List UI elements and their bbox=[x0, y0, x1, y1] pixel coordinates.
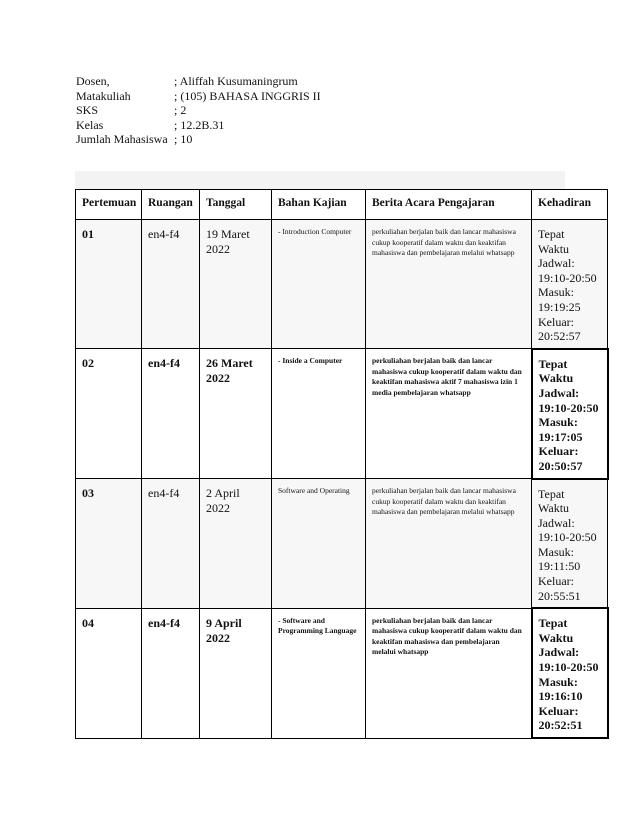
kehadiran-line: 19:10-20:50 bbox=[538, 660, 599, 675]
kehadiran-line: 19:16:10 bbox=[538, 689, 583, 704]
kehadiran-line: Waktu bbox=[538, 241, 570, 256]
cell-kehadiran bbox=[532, 608, 608, 738]
kehadiran-line: 20:52:51 bbox=[538, 718, 583, 733]
cell-berita-acara: perkuliahan berjalan baik dan lancar mahasiswa cukup kooperatif dalam waktu dan keaktifan mahasiswa dan pembelajaran melalui whatsapp bbox=[366, 608, 532, 738]
cell-ruangan: en4-f4 bbox=[142, 608, 200, 738]
kehadiran-line: Masuk: bbox=[538, 285, 574, 300]
info-value: ; Aliffah Kusumaningrum bbox=[174, 74, 298, 88]
cell-tanggal: 19 Maret 2022 bbox=[200, 220, 272, 349]
cell-tanggal: 26 Maret 2022 bbox=[200, 349, 272, 479]
kehadiran-line: 19:19:25 bbox=[538, 299, 581, 314]
kehadiran-line: Keluar: bbox=[538, 314, 574, 329]
table-row bbox=[76, 479, 608, 609]
kehadiran-line: Waktu bbox=[538, 501, 570, 516]
info-label: Matakuliah bbox=[76, 88, 131, 103]
cell-bahan-kajian: Software and Operating bbox=[272, 479, 366, 609]
table-row bbox=[76, 220, 608, 349]
header-shade bbox=[75, 171, 565, 189]
kehadiran-line: Masuk: bbox=[538, 544, 574, 559]
info-label: Dosen, bbox=[76, 74, 110, 88]
cell-bahan-kajian: - Software and Programming Language bbox=[272, 608, 366, 738]
cell-kehadiran bbox=[532, 349, 608, 479]
table-row bbox=[76, 349, 608, 479]
cell-tanggal: 9 April 2022 bbox=[200, 608, 272, 738]
kehadiran-line: Jadwal: bbox=[538, 645, 580, 660]
kehadiran-line: 19:11:50 bbox=[538, 559, 581, 574]
info-label: Jumlah Mahasiswa bbox=[76, 132, 168, 147]
cell-pertemuan: 04 bbox=[76, 608, 142, 738]
info-value: ; 12.2B.31 bbox=[174, 117, 225, 132]
kehadiran-line: 19:17:05 bbox=[538, 429, 583, 444]
kehadiran-line: Tepat bbox=[538, 616, 568, 631]
kehadiran-line: Masuk: bbox=[538, 674, 578, 689]
kehadiran-line: 19:10-20:50 bbox=[538, 270, 597, 285]
kehadiran-line: Jadwal: bbox=[538, 385, 580, 400]
kehadiran-line: Jadwal: bbox=[538, 256, 575, 271]
kehadiran-line: Tepat bbox=[538, 486, 565, 501]
info-value: ; 10 bbox=[174, 132, 193, 147]
cell-berita-acara: perkuliahan berjalan baik dan lancar mahasiswa cukup kooperatif dalam waktu dan keaktifan mahasiswa dan pembelajaran melalui whatsapp bbox=[366, 220, 532, 349]
cell-ruangan: en4-f4 bbox=[142, 220, 200, 349]
kehadiran-line: Keluar: bbox=[538, 444, 579, 459]
kehadiran-line: Keluar: bbox=[538, 574, 574, 589]
header-berita-acara: Berita Acara Pengajaran bbox=[366, 190, 532, 220]
header-bahan-kajian: Bahan Kajian bbox=[272, 190, 366, 220]
header-kehadiran: Kehadiran bbox=[532, 190, 608, 220]
cell-ruangan: en4-f4 bbox=[142, 479, 200, 609]
kehadiran-line: 19:10-20:50 bbox=[538, 400, 599, 415]
kehadiran-line: Tepat bbox=[538, 356, 568, 371]
table-row bbox=[76, 608, 608, 738]
course-info bbox=[76, 74, 321, 147]
kehadiran-line: Waktu bbox=[538, 371, 574, 386]
kehadiran-line: 19:10-20:50 bbox=[538, 530, 597, 545]
cell-pertemuan: 01 bbox=[76, 220, 142, 349]
kehadiran-line: Waktu bbox=[538, 630, 574, 645]
cell-pertemuan: 03 bbox=[76, 479, 142, 609]
cell-bahan-kajian: - Inside a Computer bbox=[272, 349, 366, 479]
table-header-row bbox=[76, 190, 608, 220]
info-kelas bbox=[76, 118, 321, 133]
attendance-table bbox=[75, 189, 609, 739]
header-tanggal: Tanggal bbox=[200, 190, 272, 220]
kehadiran-line: Tepat bbox=[538, 227, 565, 241]
info-sks bbox=[76, 103, 321, 118]
cell-berita-acara: perkuliahan berjalan baik dan lancar mahasiswa cukup kooperatif dalam waktu dan keaktifan mahasiswa dan pembelajaran melalui whatsapp bbox=[366, 479, 532, 609]
cell-tanggal: 2 April 2022 bbox=[200, 479, 272, 609]
info-dosen bbox=[76, 74, 321, 89]
cell-bahan-kajian: - Introduction Computer bbox=[272, 220, 366, 349]
header-ruangan: Ruangan bbox=[142, 190, 200, 220]
info-label: SKS bbox=[76, 103, 99, 118]
info-label: Kelas bbox=[76, 117, 104, 132]
kehadiran-line: 20:50:57 bbox=[538, 458, 583, 473]
cell-ruangan: en4-f4 bbox=[142, 349, 200, 479]
kehadiran-line: Masuk: bbox=[538, 415, 578, 430]
info-matakuliah bbox=[76, 89, 321, 104]
kehadiran-line: 20:52:57 bbox=[538, 329, 581, 344]
info-value: ; 2 bbox=[174, 103, 187, 118]
cell-berita-acara: perkuliahan berjalan baik dan lancar mahasiswa cukup kooperatif dalam waktu dan keaktifan mahasiswa aktif 7 mahasiswa izin 1 media pembelajaran whatsapp bbox=[366, 349, 532, 479]
kehadiran-line: 20:55:51 bbox=[538, 588, 581, 603]
header-pertemuan: Pertemuan bbox=[76, 190, 142, 220]
kehadiran-line: Keluar: bbox=[538, 703, 579, 718]
info-value: ; (105) BAHASA INGGRIS II bbox=[174, 88, 321, 103]
kehadiran-line: Jadwal: bbox=[538, 515, 575, 530]
cell-kehadiran bbox=[532, 479, 608, 609]
info-jumlah-mahasiswa bbox=[76, 132, 321, 147]
cell-kehadiran bbox=[532, 220, 608, 349]
cell-pertemuan: 02 bbox=[76, 349, 142, 479]
